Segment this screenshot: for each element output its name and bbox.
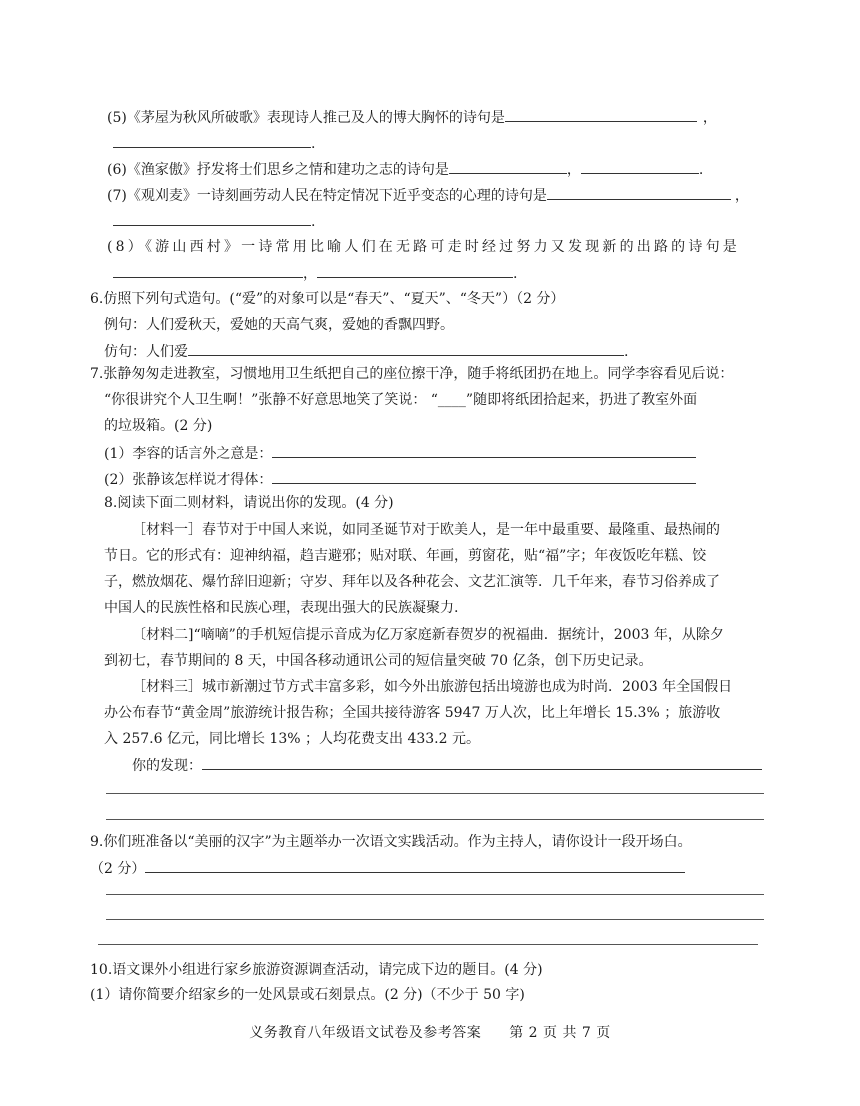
q5-item8-text: (8）《游山西村》一诗常用比喻人们在无路可走时经过努力又发现新的出路的诗句是 [107, 239, 740, 255]
answer-blank[interactable] [505, 107, 697, 122]
q5-item8 [107, 237, 740, 257]
period: . [624, 344, 629, 360]
q8-material2-line2: 到初七，春节期间的 8 天，中国各移动通讯公司的短信量突破 70 亿条，创下历史记录。 [104, 653, 653, 669]
answer-line[interactable] [106, 919, 764, 920]
answer-blank[interactable] [581, 159, 699, 174]
answer-blank[interactable] [113, 263, 303, 278]
answer-blank[interactable] [272, 469, 696, 484]
q10-stem: 10.语文课外小组进行家乡旅游资源调查活动，请完成下边的题目。(4 分) [90, 962, 543, 978]
q5-item5-cont [113, 133, 315, 154]
q6-stem: 6.仿照下列句式造句。(“爱”的对象可以是“春天”、“夏天”、“冬天”）（2 分） [90, 291, 565, 307]
answer-blank[interactable] [113, 211, 311, 226]
period: . [311, 214, 316, 230]
q6-example: 例句：人们爱秋天，爱她的天高气爽，爱她的香飘四野。 [104, 317, 454, 333]
q5-item7 [107, 185, 749, 206]
separator: ， [566, 162, 581, 178]
answer-line[interactable] [106, 793, 764, 794]
q9-score: （2 分） [90, 861, 146, 877]
q7-stem-line1: 7.张静匆匆走进教室，习惯地用卫生纸把自己的座位擦干净，随手将纸团扔在地上。同学李容看见后说： [90, 366, 734, 382]
q6-imitate [104, 341, 628, 362]
q7-sub2 [104, 469, 696, 490]
q7-sub2-label: (2）张静该怎样说才得体： [104, 472, 273, 488]
q5-item5-text: (5)《茅屋为秋风所破歌》表现诗人推己及人的博大胸怀的诗句是 [107, 110, 505, 126]
answer-line[interactable] [106, 819, 764, 820]
q8-material3-line3: 入 257.6 亿元，同比增长 13% ；人均花费支出 433.2 元。 [104, 731, 480, 747]
answer-blank[interactable] [202, 755, 762, 770]
q5-item7-text: (7)《观刈麦》一诗刻画劳动人民在特定情况下近乎变态的心理的诗句是 [107, 188, 547, 204]
answer-line[interactable] [106, 894, 764, 895]
answer-blank[interactable] [113, 133, 311, 148]
q10-sub1: (1）请你简要介绍家乡的一处风景或石刻景点。(2 分)（不少于 50 字) [90, 987, 525, 1003]
q8-material1-line1: ［材料一］春节对于中国人来说，如同圣诞节对于欧美人，是一年中最重要、最隆重、最热闹的 [132, 522, 720, 538]
period: . [698, 162, 704, 178]
footer-title: 义务教育八年级语文试卷及参考答案 [249, 1025, 482, 1041]
q5-item5 [107, 107, 717, 128]
answer-blank[interactable] [547, 185, 731, 200]
q8-material3-line1: ［材料三］城市新潮过节方式丰富多彩，如今外出旅游包括出境游也成为时尚．2003 年全国假日 [132, 679, 733, 695]
q8-finding [132, 755, 762, 776]
separator: ， [734, 188, 749, 204]
q7-sub1-label: (1）李容的话言外之意是： [104, 446, 273, 462]
period: . [311, 136, 316, 152]
answer-blank[interactable] [317, 263, 513, 278]
q5-item6-text: (6)《渔家傲》抒发将士们思乡之情和建功之志的诗句是 [107, 162, 449, 178]
q5-item7-cont [113, 211, 315, 232]
q7-stem-line3: 的垃圾箱。(2 分) [104, 418, 213, 434]
q7-sub1 [104, 443, 696, 464]
separator: ， [702, 110, 717, 126]
q5-item6 [107, 159, 703, 180]
q9-stem: 9.你们班准备以“美丽的汉字”为主题举办一次语文实践活动。作为主持人，请你设计一段开场白。 [90, 834, 692, 850]
answer-line[interactable] [98, 944, 758, 945]
q8-material2-line1: 〔材料二]“嘀嘀”的手机短信提示音成为亿万家庭新春贺岁的祝福曲．据统计，2003 年，从除夕 [132, 627, 724, 643]
answer-blank[interactable] [449, 159, 567, 174]
answer-blank[interactable] [145, 858, 685, 873]
period: . [513, 266, 518, 282]
page-footer [0, 1023, 860, 1043]
q8-material1-line2: 节日。它的形式有：迎神纳福，趋吉避邪；贴对联、年画，剪窗花，贴“福”字；年夜饭吃年糕、饺 [104, 548, 707, 564]
q9-answer [90, 858, 685, 879]
q7-stem-line2: “你很讲究个人卫生啊！”张静不好意思地笑了笑说： “____”随即将纸团拾起来，扔进了教室外面 [104, 392, 698, 408]
q8-stem: 8.阅读下面二则材料，请说出你的发现。(4 分) [104, 495, 394, 511]
separator: ， [303, 266, 317, 282]
answer-blank[interactable] [188, 341, 624, 356]
page-number: 第 2 页 共 7 页 [509, 1025, 611, 1041]
q8-finding-label: 你的发现： [132, 758, 202, 774]
q8-material1-line4: 中国人的民族性格和民族心理，表现出强大的民族凝聚力. [104, 600, 459, 616]
q8-material3-line2: 办公布春节“黄金周”旅游统计报告称；全国共接待游客 5947 万人次，比上年增长 15.3% ；旅游收 [104, 705, 721, 721]
q6-imitate-label: 仿句：人们爱 [104, 344, 188, 360]
q5-item8-cont [113, 263, 517, 284]
q8-material1-line3: 子，燃放烟花、爆竹辞旧迎新；守岁、拜年以及各种花会、文艺汇演等．几千年来，春节习俗养成了 [104, 574, 720, 590]
answer-blank[interactable] [272, 443, 696, 458]
